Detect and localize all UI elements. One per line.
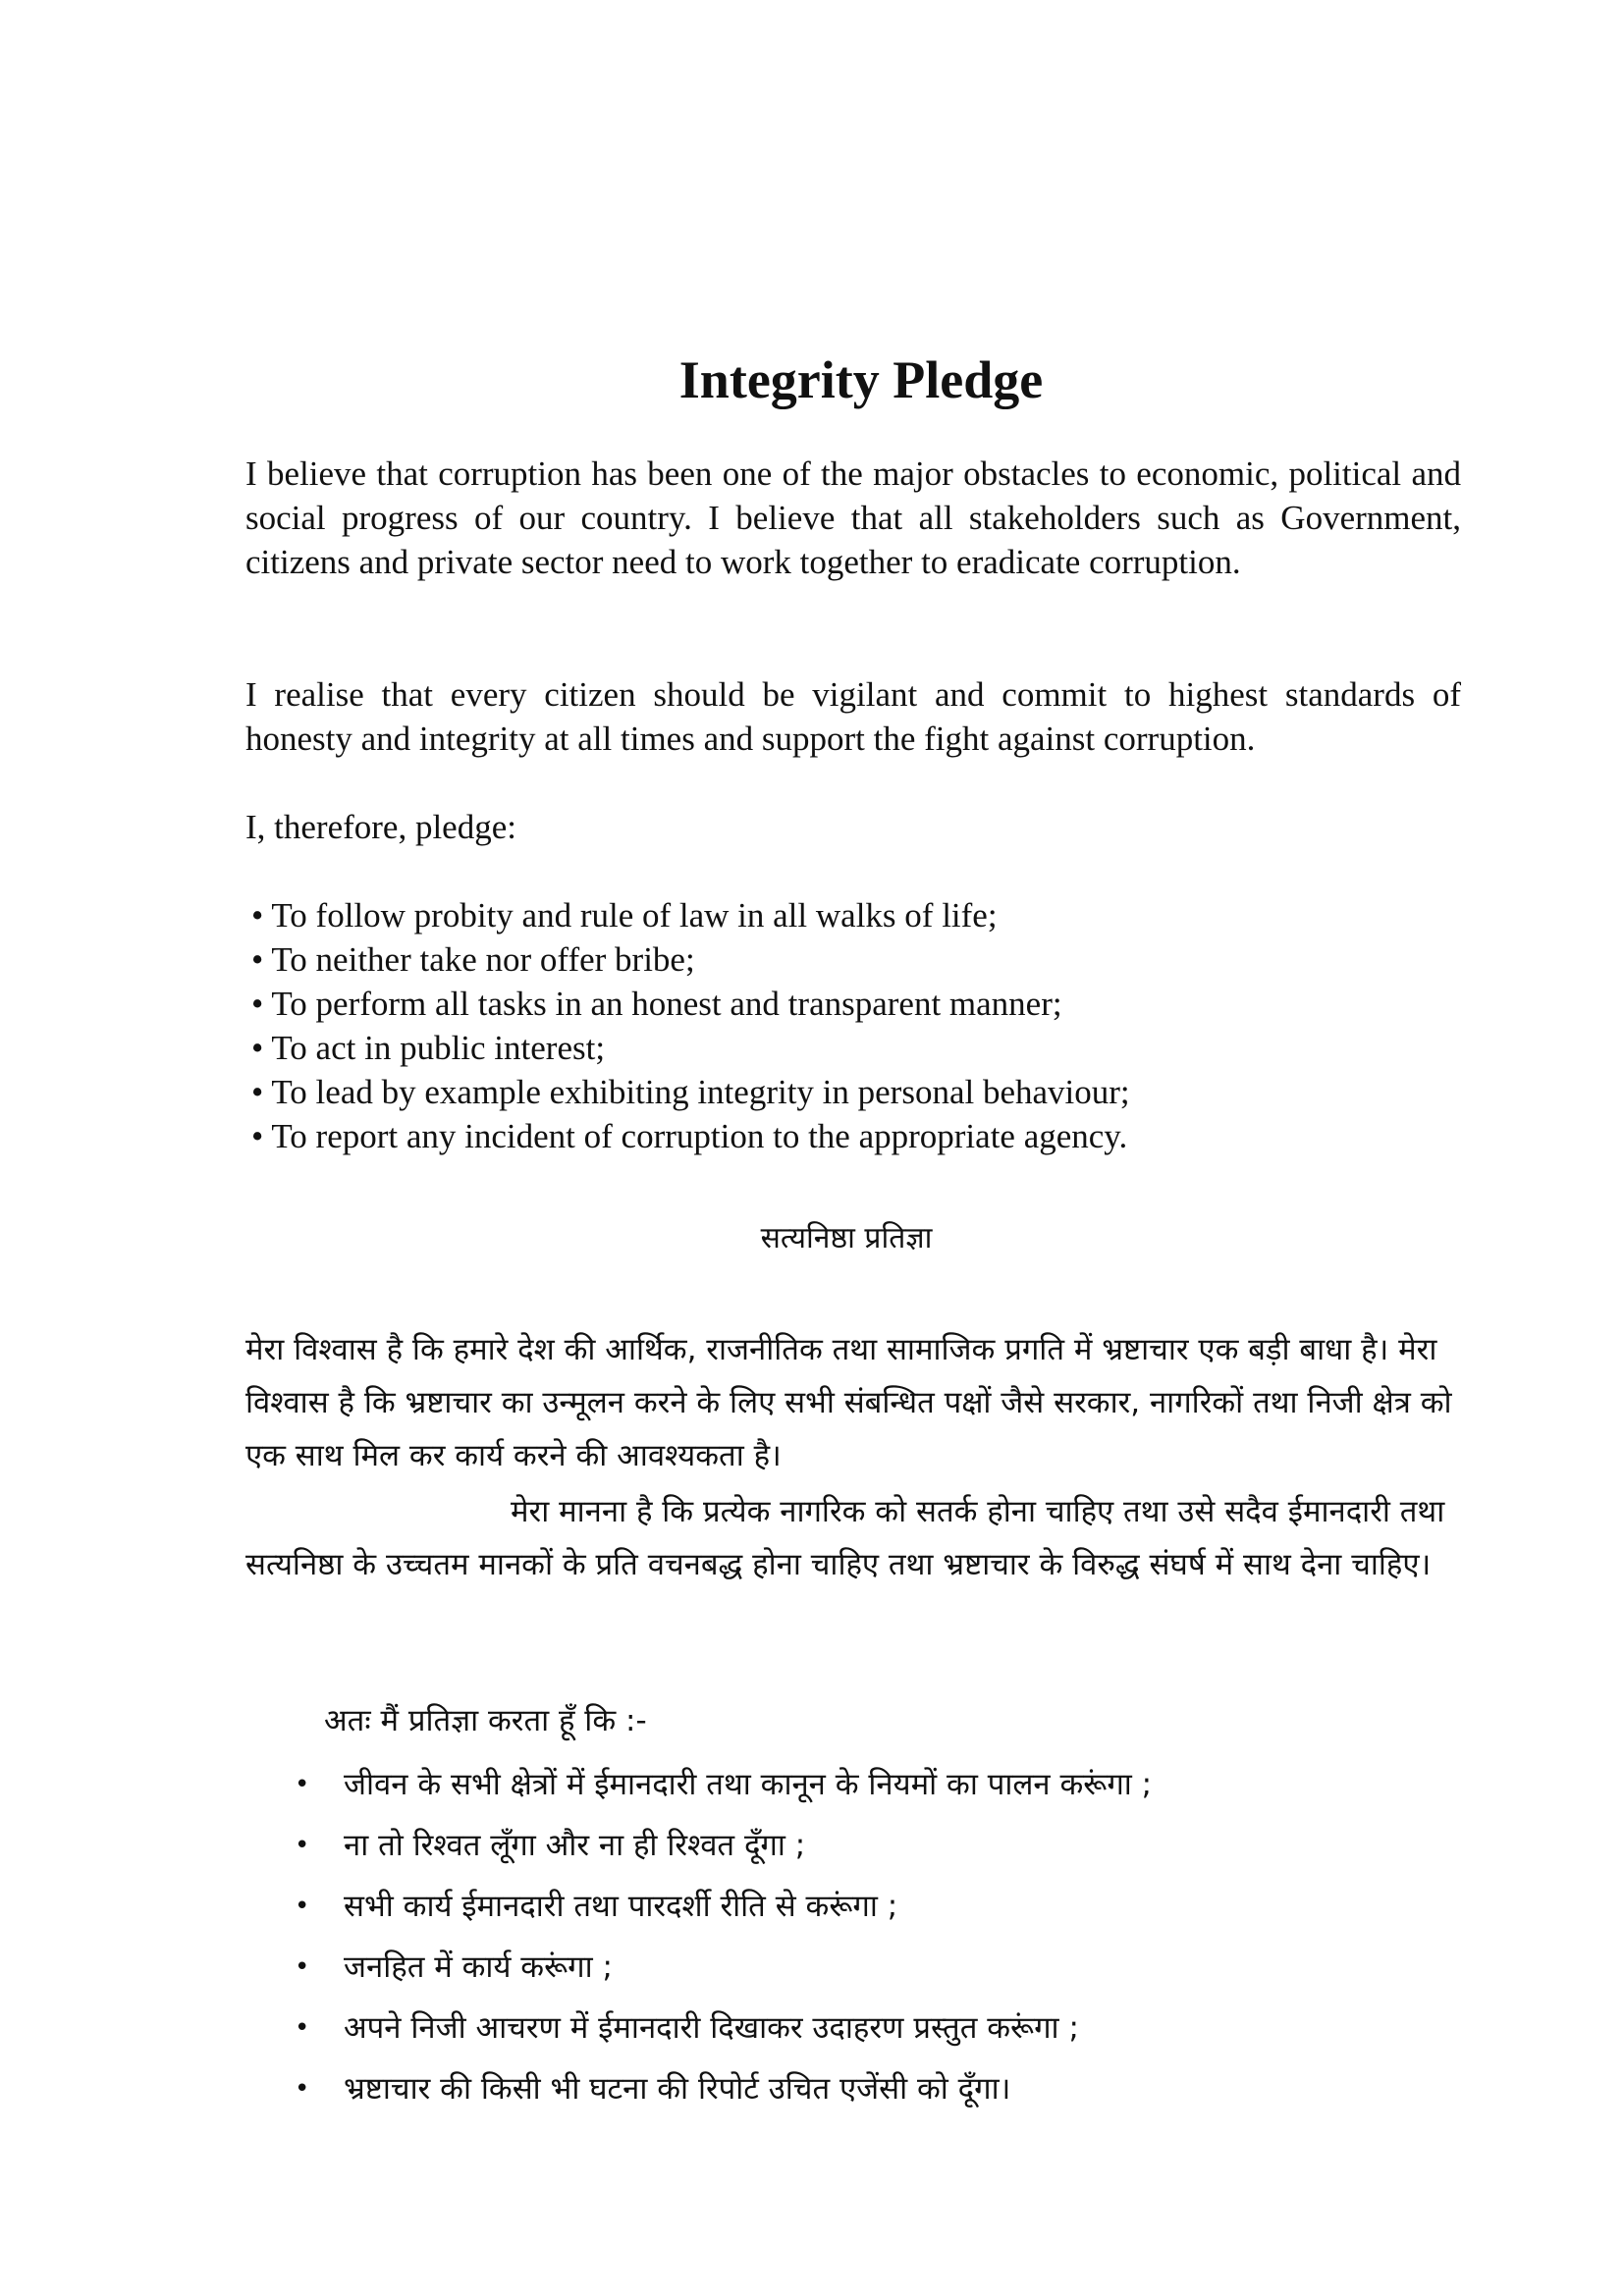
bullet-icon: • <box>295 2013 310 2043</box>
list-item: • To lead by example exhibiting integrity in personal behaviour; <box>251 1073 1130 1111</box>
list-item: • To follow probity and rule of law in all walks of life; <box>251 896 998 934</box>
list-item-text: जीवन के सभी क्षेत्रों में ईमानदारी तथा कानून के नियमों का पालन करूंगा ; <box>344 1767 1153 1802</box>
english-pledge-list <box>245 893 1461 1158</box>
bullet-icon: • <box>295 1892 310 1921</box>
list-item-text: सभी कार्य ईमानदारी तथा पारदर्शी रीति से करूंगा ; <box>344 1889 898 1924</box>
bullet-icon: • <box>295 1770 310 1799</box>
english-intro-paragraph: I believe that corruption has been one of the major obstacles to economic, political and social progress of our country. I believe that all stakeholders such as Government, citizens and private sector need to work together to eradicate corruption. <box>245 454 1461 581</box>
list-item: • To act in public interest; <box>251 1029 606 1067</box>
list-item <box>295 1815 1424 1876</box>
list-item <box>295 2058 1424 2119</box>
list-item-text: भ्रष्टाचार की किसी भी घटना की रिपोर्ट उचित एजेंसी को दूँगा। <box>344 2071 1011 2107</box>
list-item <box>295 1998 1424 2058</box>
list-item <box>295 1754 1424 1815</box>
list-item: • To neither take nor offer bribe; <box>251 940 695 979</box>
english-second-paragraph: I realise that every citizen should be vigilant and commit to highest standards of honesty and integrity at all times and support the fight against corruption. <box>245 675 1461 758</box>
list-item-text: जनहित में कार्य करूंगा ; <box>344 1949 613 1985</box>
list-item <box>295 1876 1424 1937</box>
english-pledge-intro: I, therefore, pledge: <box>245 808 516 846</box>
hindi-first-paragraph: मेरा विश्वास है कि हमारे देश की आर्थिक, राजनीतिक तथा सामाजिक प्रगति में भ्रष्टाचार एक बड़ी बाधा है। मेरा विश्वास है कि भ्रष्टाचार का उन्मूलन करने के लिए सभी संबन्धित पक्षों जैसे सरकार, नागरिकों तथा निजी क्षेत्र को एक साथ मिल कर कार्य करने की आवश्यकता है। <box>245 1332 1452 1473</box>
list-item: • To perform all tasks in an honest and transparent manner; <box>251 985 1062 1023</box>
bullet-icon: • <box>295 2074 310 2104</box>
hindi-pledge-intro: अतः मैं प्रतिज्ञा करता हूँ कि :- <box>324 1703 647 1738</box>
list-item-text: ना तो रिश्वत लूँगा और ना ही रिश्वत दूँगा ; <box>344 1828 806 1863</box>
list-item: • To report any incident of corruption to the appropriate agency. <box>251 1117 1128 1155</box>
bullet-icon: • <box>295 1952 310 1982</box>
hindi-pledge-list <box>295 1754 1424 2119</box>
hindi-title: सत्यनिष्ठा प्रतिज्ञा <box>760 1221 933 1255</box>
list-item <box>295 1937 1424 1998</box>
hindi-second-paragraph: मेरा मानना है कि प्रत्येक नागरिक को सतर्क होना चाहिए तथा उसे सदैव ईमानदारी तथा सत्यनिष्ठा के उच्चतम मानकों के प्रति वचनबद्ध होना चाहिए तथा भ्रष्टाचार के विरुद्ध संघर्ष में साथ देना चाहिए। <box>245 1494 1445 1582</box>
page-title: Integrity Pledge <box>678 350 1044 409</box>
bullet-icon: • <box>295 1831 310 1860</box>
list-item-text: अपने निजी आचरण में ईमानदारी दिखाकर उदाहरण प्रस्तुत करूंगा ; <box>344 2010 1079 2046</box>
